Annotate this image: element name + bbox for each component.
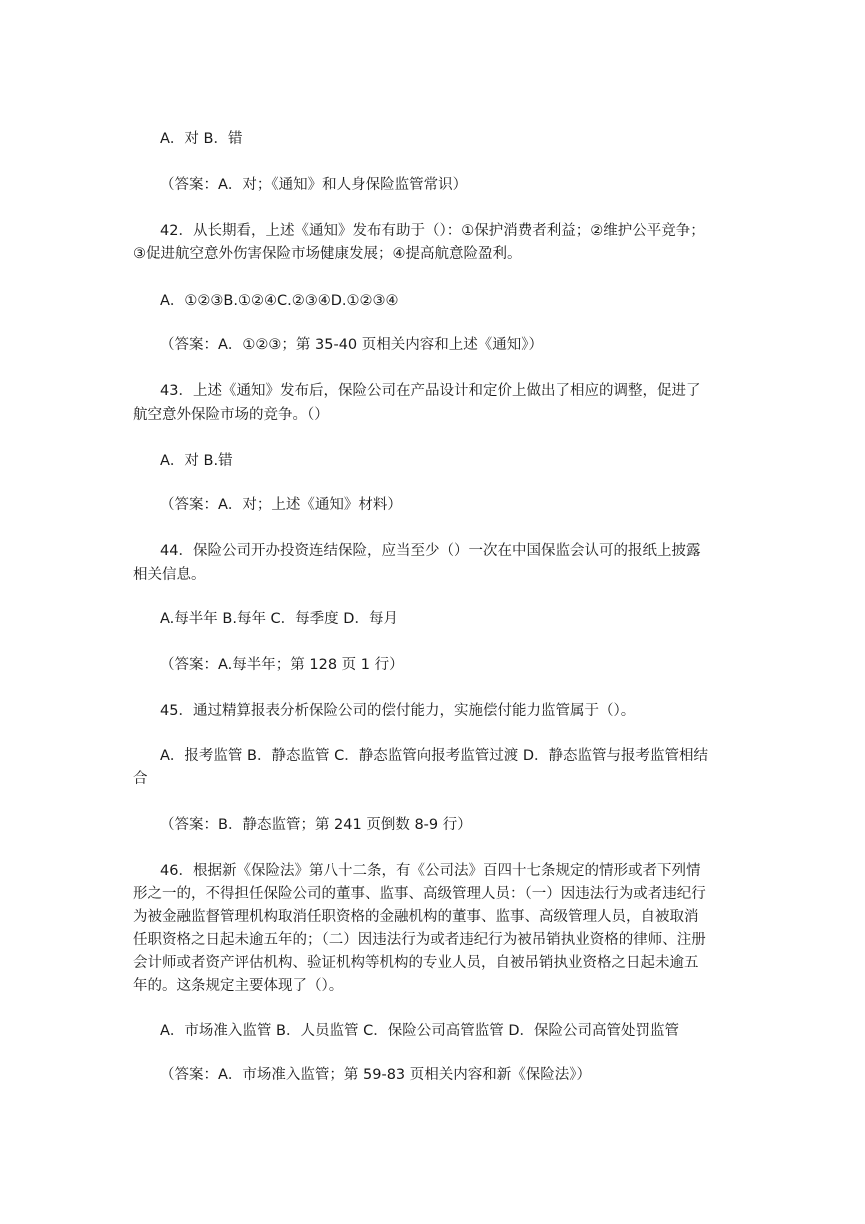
q44-text-line1: 44．保险公司开办投资连结保险，应当至少（）一次在中国保监会认可的报纸上披露	[160, 543, 701, 559]
q43-answer: （答案：A．对；上述《通知》材料）	[160, 497, 402, 513]
q41-options: A．对 B．错	[160, 131, 243, 147]
q46-text-line1: 46．根据新《保险法》第八十二条，有《公司法》百四十七条规定的情形或者下列情	[160, 863, 701, 879]
q46-options: A．市场准入监管 B．人员监管 C．保险公司高管监管 D．保险公司高管处罚监管	[160, 1023, 679, 1039]
q43-text-line1: 43．上述《通知》发布后，保险公司在产品设计和定价上做出了相应的调整，促进了	[160, 383, 701, 399]
q45-text: 45．通过精算报表分析保险公司的偿付能力，实施偿付能力监管属于（）。	[160, 703, 636, 719]
q46-text-line3: 为被金融监督管理机构取消任职资格的金融机构的董事、监事、高级管理人员，自被取消	[133, 909, 699, 925]
q42-options: A．①②③B.①②④C.②③④D.①②③④	[160, 293, 399, 309]
q46-text-line4: 任职资格之日起未逾五年的；（二）因违法行为或者违纪行为被吊销执业资格的律师、注册	[133, 932, 706, 948]
q45-options-line2: 合	[133, 771, 148, 787]
q44-options: A.每半年 B.每年 C．每季度 D．每月	[160, 611, 398, 627]
q45-options-line1: A．报考监管 B．静态监管 C．静态监管向报考监管过渡 D．静态监管与报考监管相结	[160, 748, 708, 764]
q41-answer: （答案：A．对；《通知》和人身保险监管常识）	[160, 177, 468, 193]
q46-answer: （答案：A．市场准入监管；第 59-83 页相关内容和新《保险法》）	[160, 1067, 592, 1083]
q42-text-line2: ③促进航空意外伤害保险市场健康发展；④提高航意险盈利。	[133, 246, 522, 262]
q42-answer: （答案：A．①②③；第 35-40 页相关内容和上述《通知》）	[160, 337, 544, 353]
q46-text-line5: 会计师或者资产评估机构、验证机构等机构的专业人员，自被吊销执业资格之日起未逾五	[133, 955, 699, 971]
q46-text-line2: 形之一的，不得担任保险公司的董事、监事、高级管理人员：（一）因违法行为或者违纪行	[133, 886, 706, 902]
q42-text-line1: 42．从长期看，上述《通知》发布有助于（）：①保护消费者利益；②维护公平竞争；	[160, 223, 705, 239]
q43-options: A．对 B.错	[160, 453, 233, 469]
q46-text-line6: 年的。这条规定主要体现了（）。	[133, 978, 344, 994]
q44-answer: （答案：A.每半年；第 128 页 1 行）	[160, 657, 404, 673]
q45-answer: （答案：B．静态监管；第 241 页倒数 8-9 行）	[160, 817, 472, 833]
q43-text-line2: 航空意外保险市场的竞争。（）	[133, 407, 329, 423]
q44-text-line2: 相关信息。	[133, 567, 206, 583]
